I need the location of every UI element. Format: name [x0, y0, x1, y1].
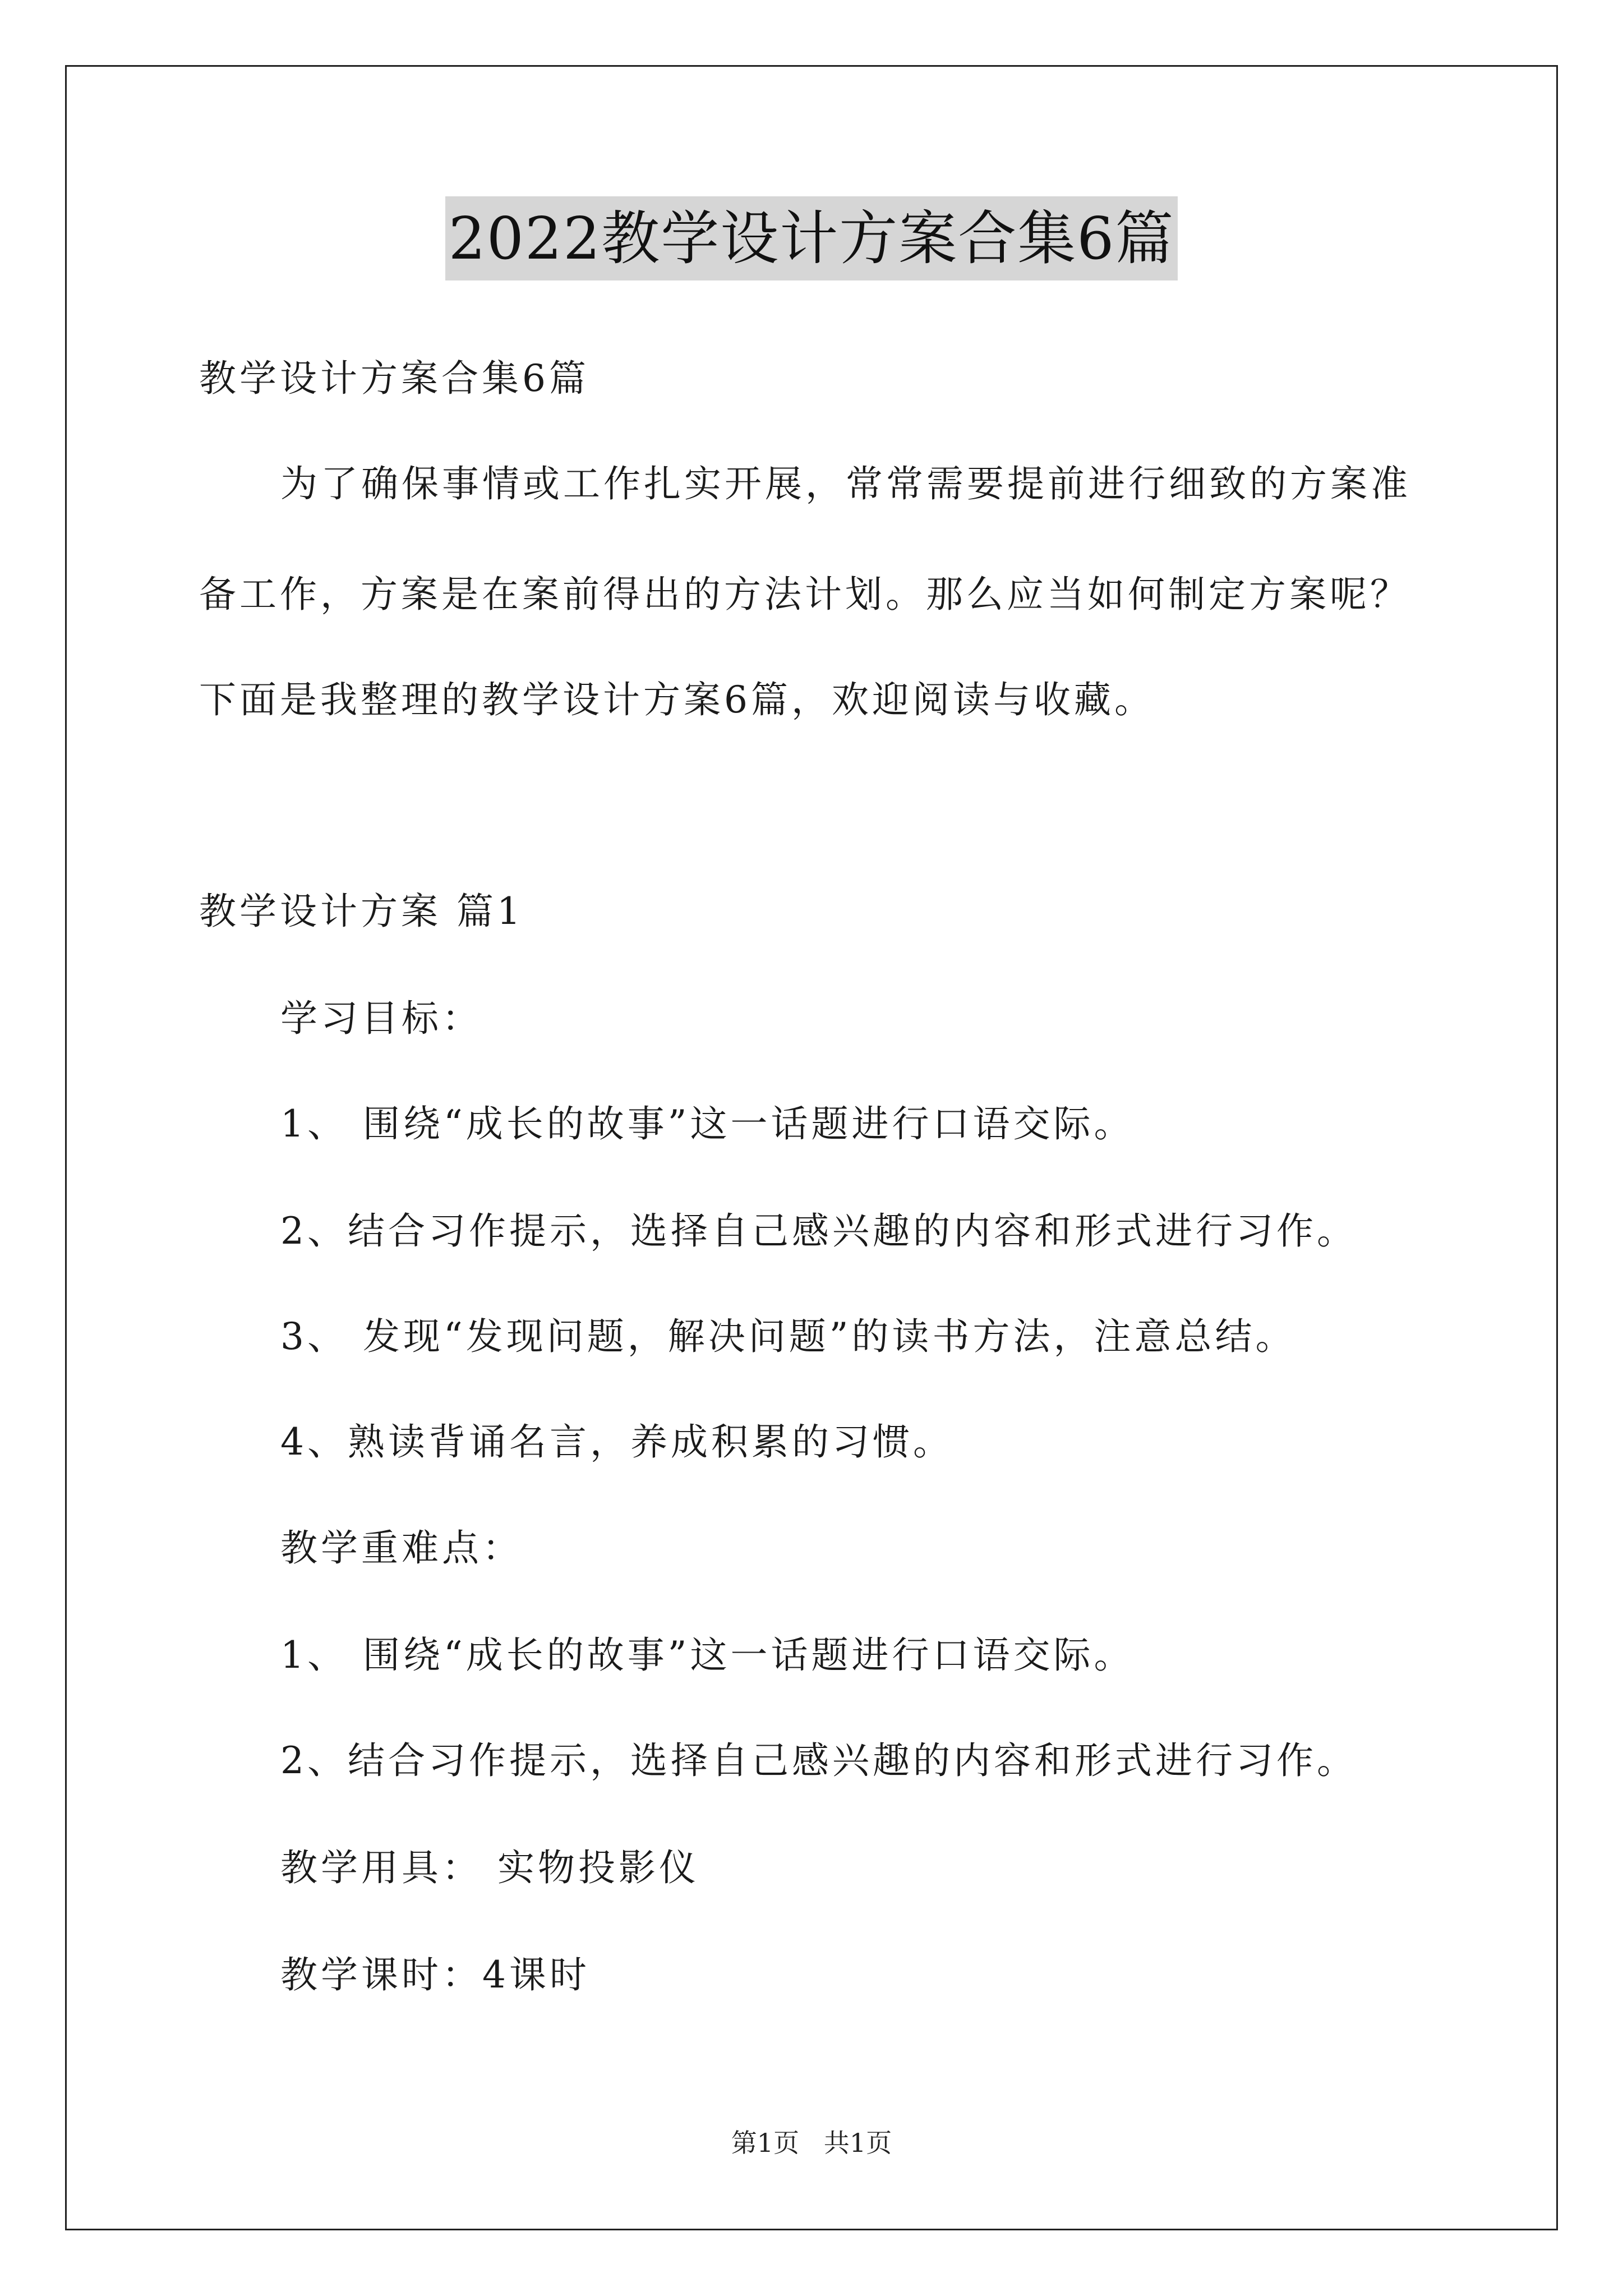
objective-item-1: 1、 围绕“成长的故事”这一话题进行口语交际。	[280, 1102, 1135, 1145]
objective-item-4: 4、熟读背诵名言，养成积累的习惯。	[280, 1420, 953, 1464]
document-title: 2022教学设计方案合集6篇	[445, 196, 1178, 280]
objectives-label: 学习目标：	[280, 997, 482, 1040]
key-point-item-1: 1、 围绕“成长的故事”这一话题进行口语交际。	[280, 1634, 1135, 1677]
section-heading: 教学设计方案 篇1	[199, 890, 524, 933]
key-point-item-2: 2、结合习作提示，选择自己感兴趣的内容和形式进行习作。	[280, 1739, 1357, 1782]
intro-line-3: 下面是我整理的教学设计方案6篇，欢迎阅读与收藏。	[199, 678, 1155, 721]
intro-line-2: 备工作，方案是在案前得出的方法计划。那么应当如何制定方案呢？	[199, 573, 1410, 616]
title-container	[0, 196, 1623, 280]
key-points-label: 教学重难点：	[280, 1526, 523, 1570]
document-subtitle: 教学设计方案合集6篇	[199, 357, 589, 400]
page-footer: 第1页 共1页	[731, 2128, 892, 2158]
teaching-tools: 教学用具： 实物投影仪	[280, 1846, 699, 1889]
objective-item-3: 3、 发现“发现问题，解决问题”的读书方法，注意总结。	[280, 1315, 1296, 1358]
objective-item-2: 2、结合习作提示，选择自己感兴趣的内容和形式进行习作。	[280, 1209, 1357, 1253]
intro-line-1: 为了确保事情或工作扎实开展，常常需要提前进行细致的方案准	[280, 462, 1411, 505]
teaching-periods: 教学课时：4课时	[280, 1953, 590, 1996]
